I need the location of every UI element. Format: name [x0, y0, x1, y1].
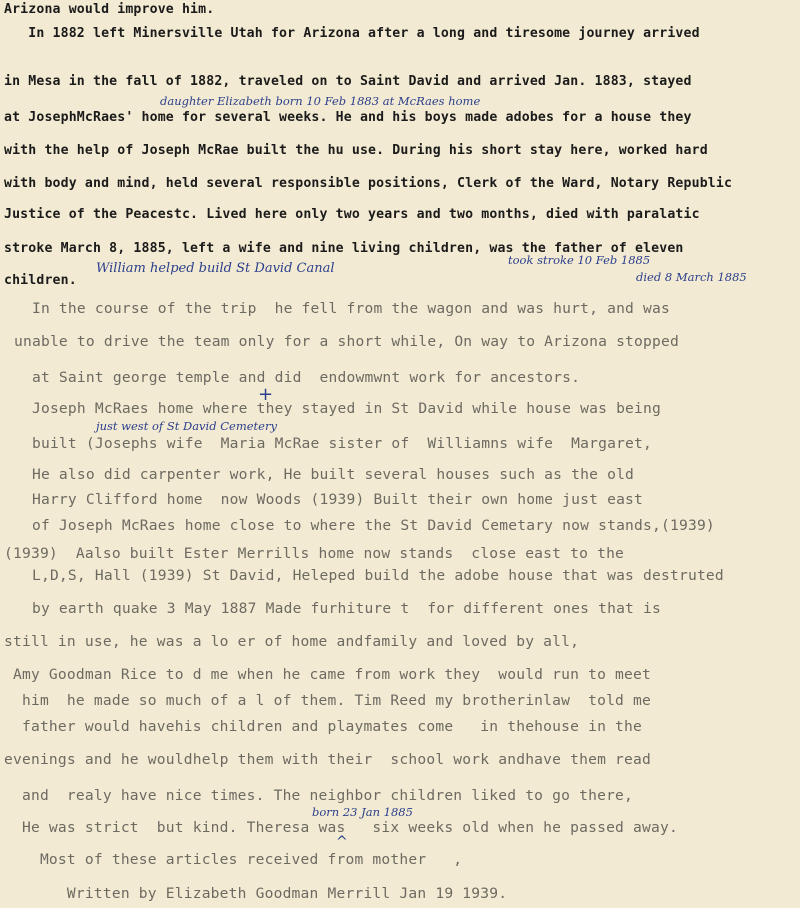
- faint-line: still in use, he was a lo er of home andfamily and loved by all,: [4, 633, 580, 650]
- typed-line: Arizona would improve him.: [4, 2, 215, 17]
- faint-line: by earth quake 3 May 1887 Made furhiture t for different ones that is: [14, 600, 662, 617]
- faint-line: evenings and he wouldhelp them with their school work andhave them read: [4, 751, 652, 768]
- faint-line: at Saint george temple and did endowmwnt work for ancestors.: [14, 369, 581, 386]
- faint-line: built (Josephs wife Maria McRae sister of Williamns wife Margaret,: [14, 435, 653, 452]
- handwritten-note-died: died 8 March 1885: [636, 270, 747, 284]
- faint-line: father would havehis children and playmates come in thehouse in the: [4, 718, 643, 735]
- faint-line: of Joseph McRaes home close to where the St David Cemetary now stands,(1939): [14, 517, 715, 534]
- faint-line: Joseph McRaes home where they stayed in St David while house was being: [14, 400, 662, 417]
- faint-line: Amy Goodman Rice to d me when he came from work they would run to meet: [4, 666, 652, 683]
- faint-line: L,D,S, Hall (1939) St David, Heleped build the adobe house that was destruted: [14, 567, 724, 584]
- faint-line: him he made so much of a l of them. Tim Reed my brotherinlaw told me: [4, 692, 652, 709]
- faint-line: Written by Elizabeth Goodman Merrill Jan 19 1939.: [4, 885, 508, 902]
- faint-line: and realy have nice times. The neighbor children liked to go there,: [4, 787, 634, 804]
- faint-line: unable to drive the team only for a short while, On way to Arizona stopped: [14, 333, 679, 350]
- typed-line: at JosephMcRaes' home for several weeks. He and his boys made adobes for a house they: [4, 110, 692, 125]
- typed-line: in Mesa in the fall of 1882, traveled on to Saint David and arrived Jan. 1883, stayed: [4, 74, 692, 89]
- handwritten-note-theresa: born 23 Jan 1885: [312, 805, 413, 819]
- handwritten-note-cemetery: just west of St David Cemetery: [96, 419, 277, 433]
- typed-line: stroke March 8, 1885, left a wife and nine living children, was the father of eleven: [4, 241, 684, 256]
- caret-mark: ^: [336, 834, 348, 850]
- handwritten-note-daughter: daughter Elizabeth born 10 Feb 1883 at McRaes home: [160, 94, 481, 108]
- typed-line: with the help of Joseph McRae built the hu use. During his short stay here, worked hard: [4, 143, 708, 158]
- faint-line: Most of these articles received from mother ,: [4, 851, 463, 868]
- faint-line: Harry Clifford home now Woods (1939) Built their own home just east: [14, 491, 644, 508]
- handwritten-note-stroke: took stroke 10 Feb 1885: [508, 253, 651, 267]
- typed-line: In 1882 left Minersville Utah for Arizona after a long and tiresome journey arrived: [4, 26, 700, 41]
- handwritten-note-canal: William helped build St David Canal: [96, 261, 335, 276]
- typed-line: with body and mind, held several responsible positions, Clerk of the Ward, Notary Republic: [4, 176, 733, 191]
- faint-line: He also did carpenter work, He built several houses such as the old: [14, 466, 635, 483]
- cross-mark: +: [258, 384, 274, 405]
- typed-line: children.: [4, 273, 77, 288]
- faint-line: In the course of the trip he fell from the wagon and was hurt, and was: [14, 300, 670, 317]
- typed-line: Justice of the Peacestc. Lived here only two years and two months, died with paralatic: [4, 207, 700, 222]
- faint-line: He was strict but kind. Theresa was six weeks old when he passed away.: [4, 819, 678, 836]
- faint-line: (1939) Aalso built Ester Merrills home now stands close east to the: [4, 545, 625, 562]
